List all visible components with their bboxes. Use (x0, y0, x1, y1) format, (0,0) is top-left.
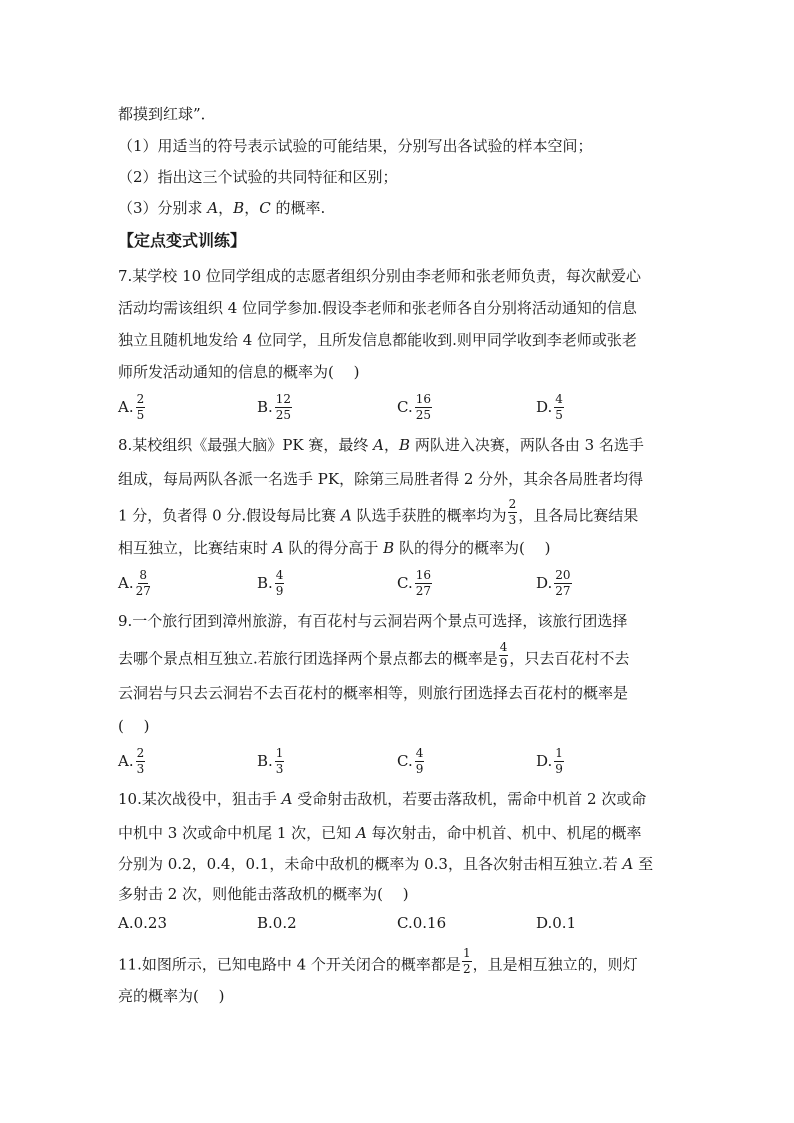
option-c: C.0.16 (397, 914, 447, 932)
option-b: B. $\frac{4}{9}$ (257, 567, 284, 598)
problem-8-line-2: 组成，每局两队各派一名选手 PK，除第三局胜者得 2 分外，其余各局胜者均得 (118, 470, 644, 488)
question-2: （2）指出这三个试验的共同特征和区别； (118, 168, 398, 186)
fraction: $\frac{16}{25}$ (415, 391, 431, 422)
fraction: $\frac{12}{25}$ (275, 391, 292, 422)
problem-10-line-3: 分别为 0.2，0.4，0.1，未命中敌机的概率为 0.3，且各次射击相互独立.若 A 至 (118, 855, 654, 873)
section-heading: 【定点变式训练】 (118, 231, 247, 250)
option-b: B. $\frac{1}{3}$ (257, 745, 284, 776)
fraction: $\frac{1}{9}$ (555, 745, 563, 776)
problem-7-line-1: 7.某学校 10 位同学组成的志愿者组织分别由李老师和张老师负责，每次献爱心 (118, 267, 641, 285)
option-d: D. $\frac{1}{9}$ (536, 745, 563, 776)
problem-8-line-4: 相互独立，比赛结束时 A 队的得分高于 B 队的得分的概率为( ) (118, 539, 551, 557)
fraction: $\frac{1}{3}$ (275, 745, 284, 776)
option-c: C. $\frac{4}{9}$ (397, 745, 424, 776)
question-1: （1）用适当的符号表示试验的可能结果，分别写出各试验的样本空间； (118, 137, 593, 155)
fraction: $\frac{4}{9}$ (415, 745, 424, 776)
problem-11-line-1: 11.如图所示，已知电路中 4 个开关闭合的概率都是 $\frac{1}{2}$ ，且是相互独立的，则灯 (118, 946, 638, 976)
option-d: D. $\frac{4}{5}$ (536, 391, 563, 422)
option-c: C. $\frac{16}{27}$ (397, 567, 431, 598)
fraction: $\frac{4}{5}$ (555, 391, 563, 422)
problem-7-options (118, 387, 678, 427)
problem-7-line-2: 活动均需该组织 4 位同学参加.假设李老师和张老师各自分别将活动通知的信息 (118, 299, 637, 317)
problem-10-line-1: 10.某次战役中，狙击手 A 受命射击敌机，若要击落敌机，需命中机首 2 次或命 (118, 790, 647, 808)
problem-7-line-4: 师所发活动通知的信息的概率为( ) (118, 363, 360, 381)
fraction: $\frac{8}{27}$ (135, 567, 151, 598)
problem-7-line-3: 独立且随机地发给 4 位同学，且所发信息都能收到.则甲同学收到李老师或张老 (118, 331, 637, 349)
fraction: $\frac{2}{5}$ (136, 391, 145, 422)
option-d: D. $\frac{20}{27}$ (536, 567, 571, 598)
option-b: B. $\frac{12}{25}$ (257, 391, 292, 422)
fraction: $\frac{4}{9}$ (499, 640, 508, 670)
fraction: $\frac{1}{2}$ (462, 946, 471, 976)
fraction: $\frac{20}{27}$ (555, 567, 571, 598)
problem-9-line-1: 9.一个旅行团到漳州旅游，有百花村与云洞岩两个景点可选择，该旅行团选择 (118, 612, 628, 630)
problem-9-line-3: 云洞岩与只去云洞岩不去百花村的概率相等，则旅行团选择去百花村的概率是 (118, 684, 629, 702)
fraction: $\frac{2}{3}$ (136, 745, 145, 776)
option-a: A.0.23 (118, 914, 167, 932)
problem-9-line-2: 去哪个景点相互独立.若旅行团选择两个景点都去的概率是 $\frac{4}{9}$ ，只去百花村不去 (118, 640, 630, 670)
option-c: C. $\frac{16}{25}$ (397, 391, 431, 422)
problem-11-line-2: 亮的概率为( ) (118, 987, 225, 1005)
option-a: A. $\frac{8}{27}$ (118, 567, 151, 598)
problem-8-line-1: 8.某校组织《最强大脑》PK 赛，最终 A，B 两队进入决赛，两队各由 3 名选手 (118, 436, 644, 454)
fraction: $\frac{2}{3}$ (508, 497, 517, 527)
fraction: $\frac{16}{27}$ (415, 567, 431, 598)
problem-8-line-3: 1 分，负者得 0 分.假设每局比赛 A 队选手获胜的概率均为 $\frac{2}{3}$ ，且各局比赛结果 (118, 497, 639, 527)
option-a: A. $\frac{2}{3}$ (118, 745, 145, 776)
problem-10-line-2: 中机中 3 次或命中机尾 1 次，已知 A 每次射击，命中机首、机中、机尾的概率 (118, 824, 642, 842)
intro-tail: 都摸到红球”． (118, 105, 216, 123)
problem-8-options (118, 563, 678, 603)
option-b: B.0.2 (257, 914, 297, 932)
problem-10-options (118, 903, 678, 943)
option-d: D.0.1 (536, 914, 577, 932)
fraction: $\frac{4}{9}$ (275, 567, 284, 598)
problem-10-line-4: 多射击 2 次，则他能击落敌机的概率为( ) (118, 885, 409, 903)
problem-9-options (118, 741, 678, 781)
problem-9-line-4: ( ) (118, 717, 150, 735)
question-3: （3）分别求 A，B，C 的概率. (118, 199, 326, 217)
option-a: A. $\frac{2}{5}$ (118, 391, 145, 422)
